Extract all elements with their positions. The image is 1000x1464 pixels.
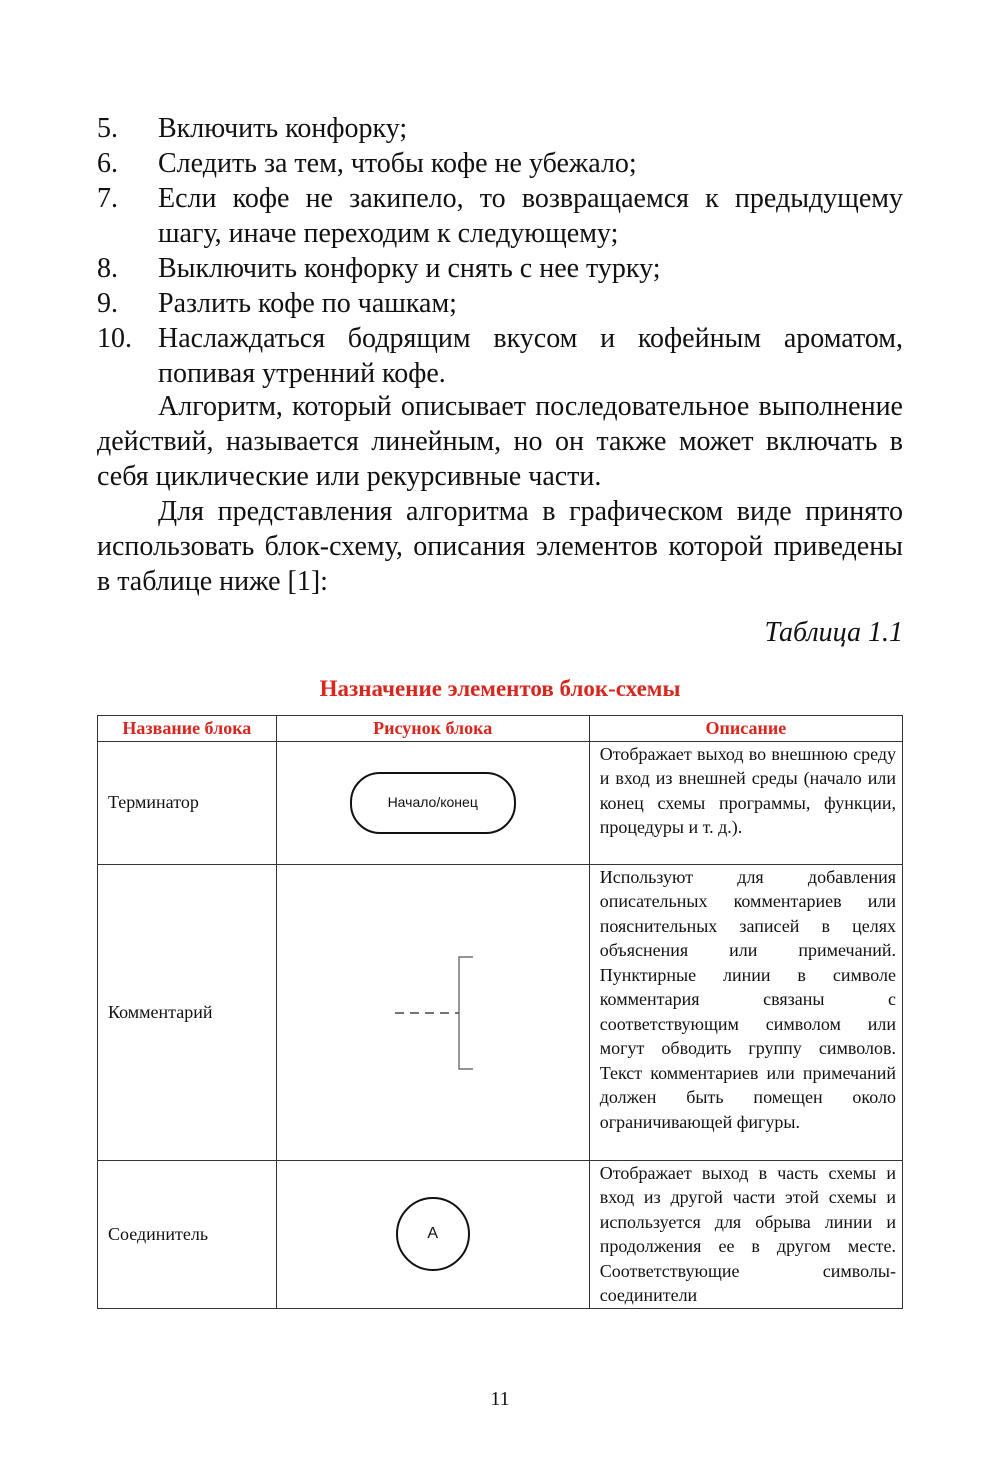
list-text: Включить конфорку; [158, 113, 408, 144]
flowchart-elements-table [97, 715, 903, 1309]
list-item [97, 251, 903, 286]
list-item [97, 286, 903, 321]
list-text: Если кофе не закипело, то возвращаемся к предыдущему шагу, иначе переходим к следующему; [158, 183, 903, 249]
block-description: Отображает выход во внешнюю среду и вход из внешней среды (начало или конец схемы программы, функции, процедуры и т. д.). [589, 741, 902, 864]
connector-label: A [427, 1224, 439, 1242]
list-text: Разлить кофе по чашкам; [158, 288, 457, 319]
list-item [97, 181, 903, 251]
table-row [98, 1160, 903, 1308]
block-figure [276, 864, 589, 1160]
block-figure [276, 1160, 589, 1308]
page-number: 11 [490, 1388, 510, 1410]
list-number: 6. [97, 148, 118, 179]
block-name: Соединитель [98, 1160, 277, 1308]
block-description: Отображает выход в часть схемы и вход из другой части этой схемы и используется для обрыва линии и продолжения ее в другом месте. Соответствующие символы-соединители [589, 1160, 902, 1308]
terminator-label: Начало/конец [387, 794, 478, 811]
numbered-list [97, 111, 903, 391]
header-description: Описание [589, 716, 902, 742]
list-item [97, 146, 903, 181]
list-number: 8. [97, 253, 118, 284]
terminator-shape [350, 772, 516, 834]
list-number: 5. [97, 113, 118, 144]
list-number: 10. [97, 323, 132, 354]
table-header-row [98, 716, 903, 742]
list-item [97, 321, 903, 391]
list-text: Следить за тем, чтобы кофе не убежало; [158, 148, 637, 179]
block-name: Комментарий [98, 864, 277, 1160]
list-number: 9. [97, 288, 118, 319]
block-name: Терминатор [98, 741, 277, 864]
table-row [98, 864, 903, 1160]
comment-shape [277, 865, 589, 1160]
list-item [97, 111, 903, 146]
connector-shape [396, 1197, 470, 1271]
table-caption: Таблица 1.1 [764, 617, 903, 648]
block-description: Используют для добавления описательных комментариев или пояснительных записей в целях объяснения или примечаний. Пунктирные линии в символе комментария связаны с соответствующим символом или могут обводить группу символов. Текст комментариев или примечаний должен быть помещен около ограничивающей фигуры. [589, 864, 902, 1160]
paragraph-flowchart-intro: Для представления алгоритма в графическом виде принято использовать блок-схему, описания элементов которой приведены в таблице ниже [1]: [97, 496, 903, 597]
paragraph-linear-algorithm: Алгоритм, который описывает последовательное выполнение действий, называется линейным, но он также может включать в себя циклические или рекурсивные части. [97, 391, 903, 492]
table-row [98, 741, 903, 864]
block-figure [276, 741, 589, 864]
list-text: Наслаждаться бодрящим вкусом и кофейным ароматом, попивая утренний кофе. [158, 323, 903, 389]
list-text: Выключить конфорку и снять с нее турку; [158, 253, 661, 284]
table-title: Назначение элементов блок-схемы [319, 676, 681, 701]
header-block-name: Название блока [98, 716, 277, 742]
header-block-figure: Рисунок блока [276, 716, 589, 742]
list-number: 7. [97, 183, 118, 214]
